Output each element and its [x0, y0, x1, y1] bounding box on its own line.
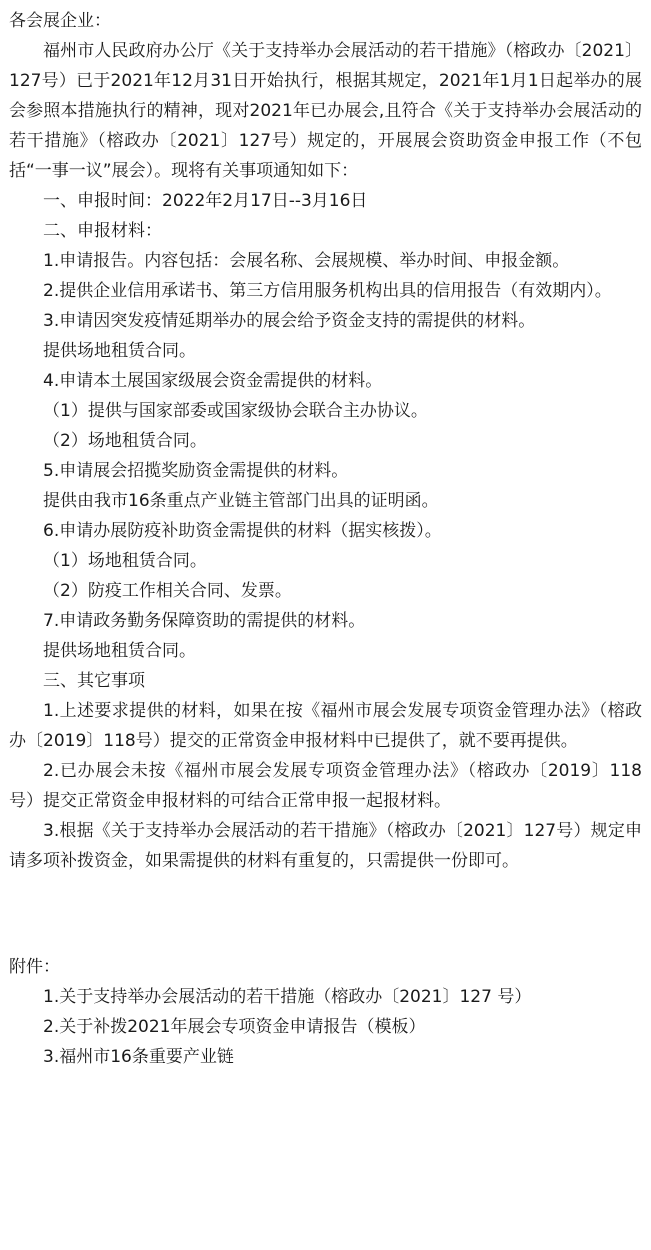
material-item-6: 6.申请办展防疫补助资金需提供的材料（据实核拨）。: [43, 521, 442, 541]
material-item-3: 3.申请因突发疫情延期举办的展会给予资金支持的需提供的材料。: [43, 311, 536, 331]
material-item-5-detail: 提供由我市16条重点产业链主管部门出具的证明函。: [43, 491, 439, 511]
material-item-4: 4.申请本土展国家级展会资金需提供的材料。: [43, 371, 383, 391]
section-materials-heading: 二、申报材料：: [43, 221, 162, 241]
attachment-item-1[interactable]: 1.关于支持举办会展活动的若干措施（榕政办〔2021〕127 号）: [43, 987, 532, 1007]
other-item-3: 3.根据《关于支持举办会展活动的若干措施》（榕政办〔2021〕127号）规定申请多项补拨资金，如果需提供的材料有重复的，只需提供一份即可。: [9, 821, 642, 871]
intro-paragraph: 福州市人民政府办公厅《关于支持举办会展活动的若干措施》（榕政办〔2021〕127号）已于2021年12月31日开始执行，根据其规定，2021年1月1日起举办的展会参照本措施执行的精神，现对2021年已办展会,且符合《关于支持举办会展活动的若干措施》（榕政办〔2021〕127号）规定的，开展展会资助资金申报工作（不包括“一事一议”展会）。现将有关事项通知如下：: [9, 41, 642, 181]
spacer: [9, 876, 642, 952]
material-item-3-detail: 提供场地租赁合同。: [43, 341, 196, 361]
material-item-6-sub-1: （1）场地租赁合同。: [43, 551, 207, 571]
section-other-heading: 三、其它事项: [43, 671, 145, 691]
section-application-time: 一、申报时间：2022年2月17日--3月16日: [43, 191, 368, 211]
other-item-1: 1.上述要求提供的材料，如果在按《福州市展会发展专项资金管理办法》（榕政办〔2019〕118号）提交的正常资金申报材料中已提供了，就不要再提供。: [9, 701, 642, 751]
attachments-title: 附件：: [9, 957, 60, 977]
material-item-1: 1.申请报告。内容包括：会展名称、会展规模、举办时间、申报金额。: [43, 251, 570, 271]
material-item-4-sub-2: （2）场地租赁合同。: [43, 431, 207, 451]
material-item-7: 7.申请政务勤务保障资助的需提供的材料。: [43, 611, 366, 631]
material-item-4-sub-1: （1）提供与国家部委或国家级协会联合主办协议。: [43, 401, 428, 421]
material-item-6-sub-2: （2）防疫工作相关合同、发票。: [43, 581, 292, 601]
salutation: 各会展企业：: [9, 11, 111, 31]
attachment-item-2[interactable]: 2.关于补拨2021年展会专项资金申请报告（模板）: [43, 1017, 426, 1037]
material-item-7-detail: 提供场地租赁合同。: [43, 641, 196, 661]
material-item-5: 5.申请展会招揽奖励资金需提供的材料。: [43, 461, 349, 481]
material-item-2: 2.提供企业信用承诺书、第三方信用服务机构出具的信用报告（有效期内）。: [43, 281, 612, 301]
attachment-item-3[interactable]: 3.福州市16条重要产业链: [43, 1047, 234, 1067]
other-item-2: 2.已办展会未按《福州市展会发展专项资金管理办法》（榕政办〔2019〕118号）提交正常资金申报材料的可结合正常申报一起报材料。: [9, 761, 642, 811]
